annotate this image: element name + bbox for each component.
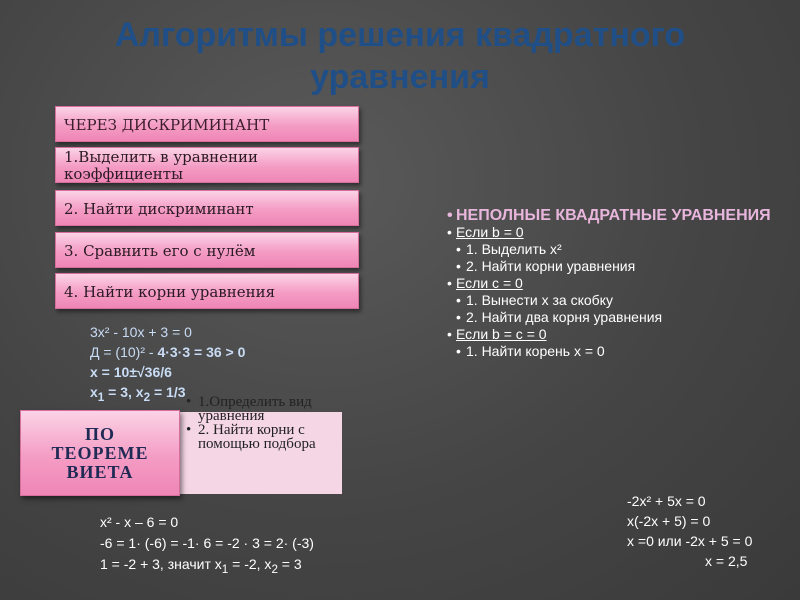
example2-line-3-part-b: = -2, x [228, 556, 272, 572]
vieta-example [100, 512, 314, 580]
vieta-step-2: • 2. Найти корни с помощью подбора [184, 423, 342, 451]
example1-line-2-part-a: Д = (10)² - [90, 344, 158, 360]
example3-line-1: -2x² + 5x = 0 [627, 493, 706, 509]
incomplete-item: • 2. Найти два корня уравнения [448, 309, 778, 326]
example1-sub-1: 1 [97, 390, 105, 404]
vieta-steps [180, 394, 342, 494]
example1-root-end: = 1/3 [150, 384, 186, 400]
incomplete-example [627, 491, 777, 571]
example2-line-2: -6 = 1· (-6) = -1· 6 = -2 · 3 = 2· (-3) [100, 535, 314, 551]
vieta-step-1: • 1.Определить вид уравнения [184, 395, 342, 423]
discriminant-step-3: 3. Сравнить его с нулём [55, 232, 359, 268]
incomplete-header: • НЕПОЛНЫЕ КВАДРАТНЫЕ УРАВНЕНИЯ [448, 208, 778, 224]
discriminant-header: ЧЕРЕЗ ДИСКРИМИНАНТ [55, 106, 359, 142]
incomplete-item: • Если b = 0 [448, 224, 778, 241]
incomplete-item: • 1. Вынести x за скобку [448, 292, 778, 309]
incomplete-item: • Если b = c = 0 [448, 326, 778, 343]
incomplete-equations-list [448, 208, 778, 360]
example1-line-2-part-b: 4·3·3 = 36 > 0 [157, 344, 246, 360]
example1-line-3: x = 10±√36/6 [90, 364, 172, 380]
example3-line-4: x = 2,5 [705, 553, 748, 569]
incomplete-item: • Если c = 0 [448, 275, 778, 292]
incomplete-item: • 1. Выделить x² [448, 241, 778, 258]
example1-root-part: = 3, x [104, 384, 144, 400]
slide-title: Алгоритмы решения квадратного уравнения [114, 16, 686, 96]
example2-line-3-part-a: 1 = -2 + 3, значит x [100, 556, 222, 572]
example1-sub-2: 2 [143, 390, 151, 404]
example1-root-x: x [90, 384, 98, 400]
example3-line-3: x =0 или -2x + 5 = 0 [627, 533, 753, 549]
vieta-label: ПО ТЕОРЕМЕ ВИЕТА [20, 410, 180, 496]
example2-sub-2: 2 [271, 562, 278, 576]
example2-sub-1: 1 [221, 562, 229, 576]
discriminant-step-4: 4. Найти корни уравнения [55, 273, 359, 309]
example2-line-3-part-c: = 3 [277, 556, 302, 572]
incomplete-item: • 1. Найти корень x = 0 [448, 343, 778, 360]
discriminant-step-2: 2. Найти дискриминант [55, 190, 359, 226]
discriminant-step-1: 1.Выделить в уравнении коэффициенты [55, 147, 359, 183]
example1-line-1: 3x² - 10x + 3 = 0 [90, 324, 192, 340]
incomplete-item: • 2. Найти корни уравнения [448, 258, 778, 275]
example2-line-3 [100, 554, 314, 580]
example1-line-2 [90, 342, 245, 362]
example3-line-2: x(-2x + 5) = 0 [627, 513, 711, 529]
example2-line-1: x² - x – 6 = 0 [100, 514, 179, 530]
